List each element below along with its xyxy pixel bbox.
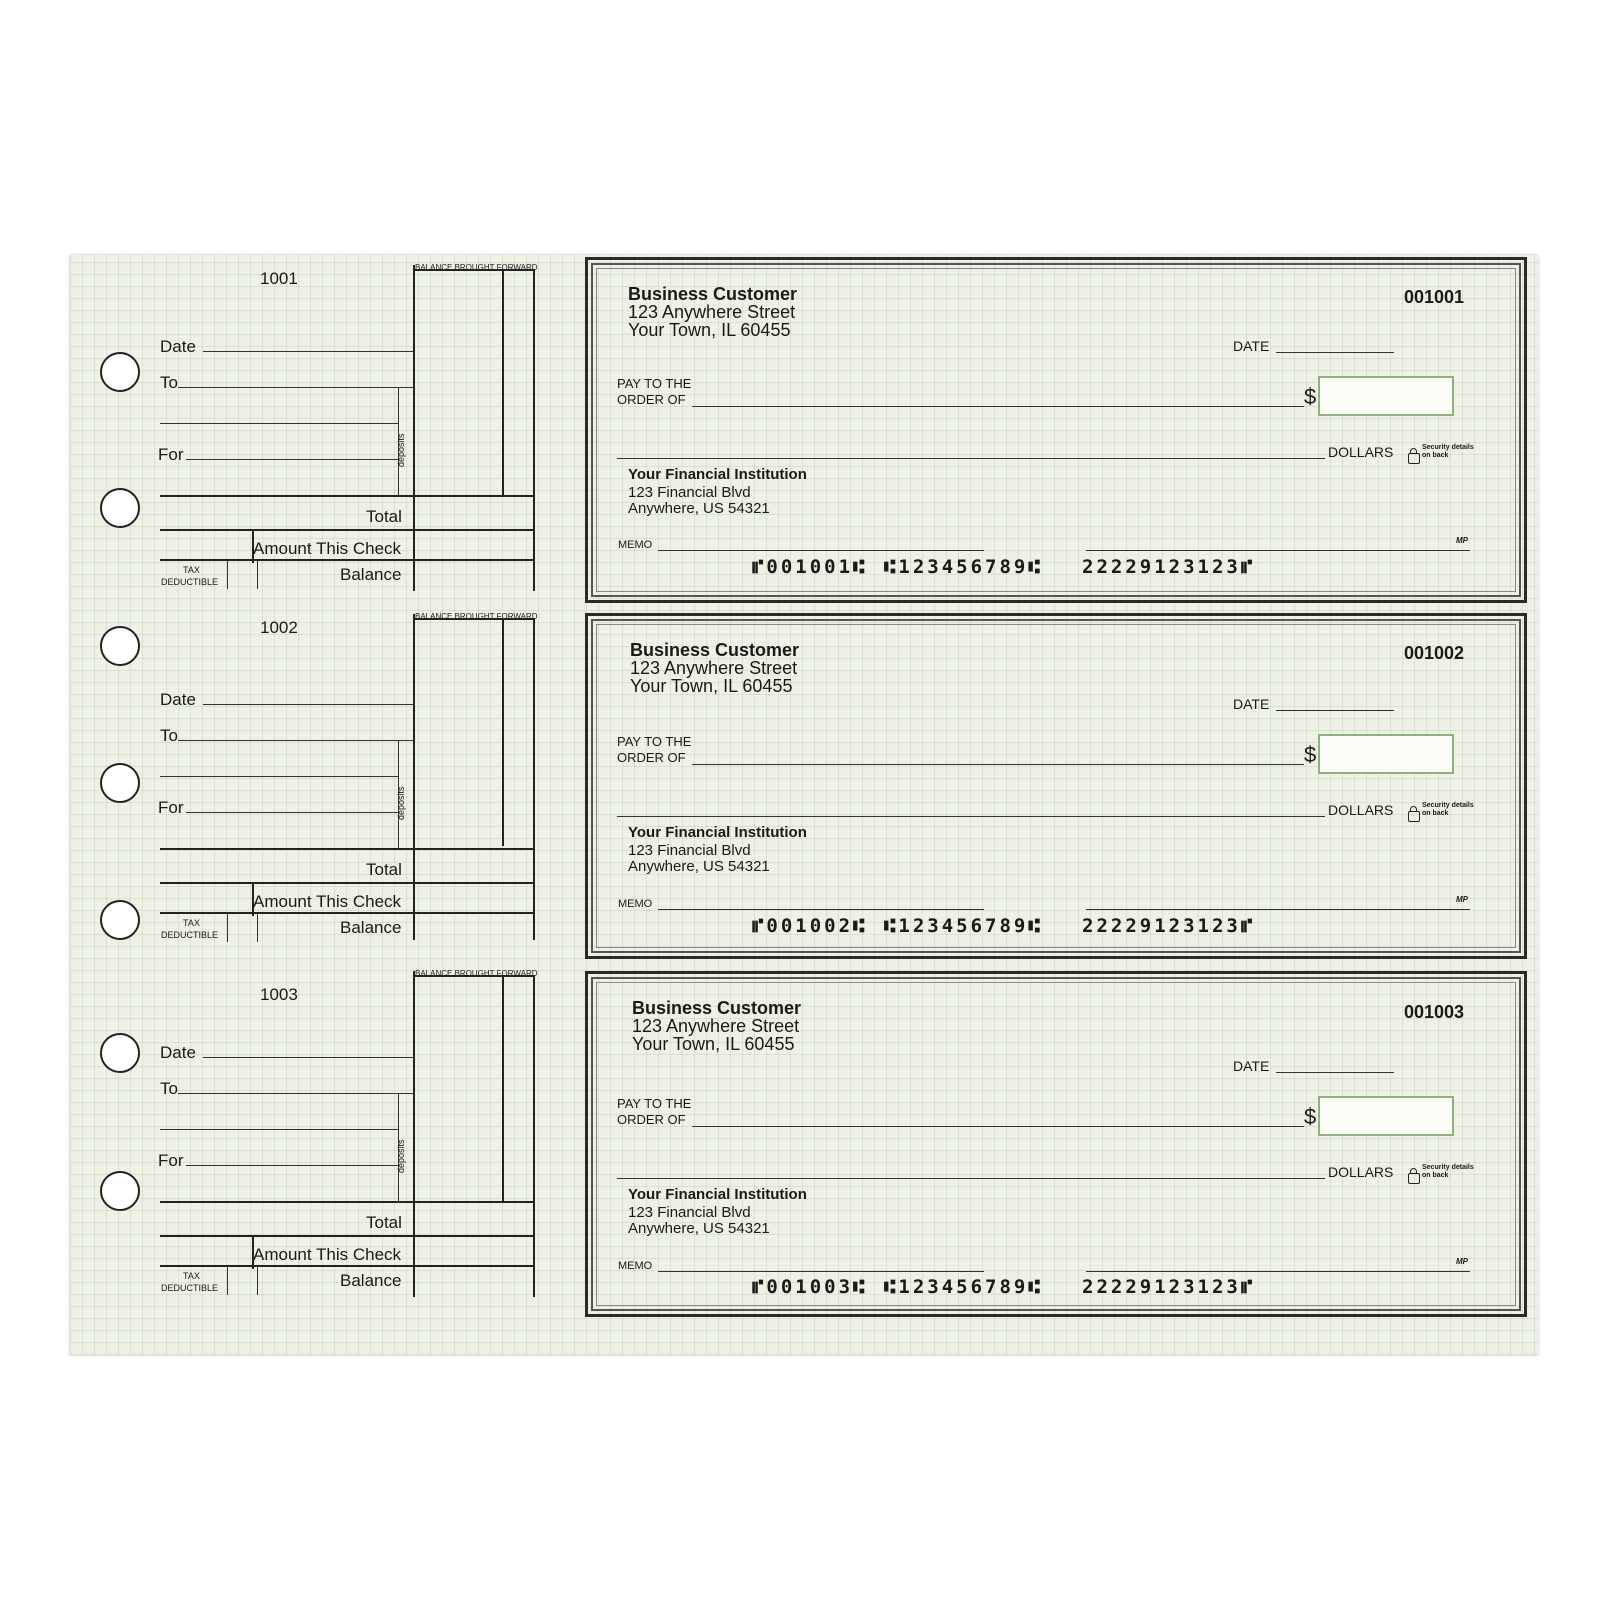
mp-mark: MP [1456,895,1468,904]
bank-name: Your Financial Institution [628,466,807,483]
customer-street: 123 Anywhere Street [632,1016,800,1036]
stub-amount-label: Amount This Check [253,539,402,558]
bank-street: 123 Financial Blvd [628,842,751,859]
deductible-label: DEDUCTIBLE [161,1283,219,1293]
stub-number: 1002 [260,618,298,637]
micr-account: 22229123123⑈ [1082,556,1256,578]
stub-amount-label: Amount This Check [253,892,402,911]
check-stub [70,608,590,974]
amount-box[interactable] [1318,734,1454,774]
security-note-line2: on back [1422,452,1449,459]
amount-box[interactable] [1318,1096,1454,1136]
stub-to-label: To [160,726,178,745]
mp-mark: MP [1456,1257,1468,1266]
memo-label: MEMO [618,1260,653,1272]
date-label: DATE [1233,1058,1270,1074]
dollars-label: DOLLARS [1328,444,1394,460]
deposits-label: deposits [396,1139,406,1173]
balance-forward-label: BALANCE BROUGHT FORWARD [415,969,538,978]
customer-name: Business Customer [630,640,800,660]
stub-balance-label: Balance [340,1271,402,1290]
bank-name: Your Financial Institution [628,824,807,841]
order-of-label: ORDER OF [617,1112,686,1127]
lock-icon [1408,453,1420,464]
deposits-label: deposits [396,433,406,467]
customer-street: 123 Anywhere Street [628,302,796,322]
date-label: DATE [1233,338,1270,354]
customer-street: 123 Anywhere Street [630,658,798,678]
dollar-sign: $ [1304,1104,1317,1129]
security-note-line1: Security details [1422,1164,1474,1171]
micr-routing: ⑆123456789⑆ [884,556,1043,578]
dollars-label: DOLLARS [1328,802,1394,818]
security-note-line1: Security details [1422,444,1474,451]
customer-name: Business Customer [628,284,798,304]
customer-city: Your Town, IL 60455 [632,1034,795,1054]
deposits-label: deposits [396,786,406,820]
stub-date-label: Date [160,337,196,356]
micr-routing: ⑆123456789⑆ [884,915,1043,937]
binder-hole [100,1171,140,1211]
check [585,971,1527,1317]
stub-balance-label: Balance [340,918,402,937]
check-sheet [70,255,1538,1355]
check-number: 001003 [1404,1002,1465,1022]
check [585,613,1527,959]
dollar-sign: $ [1304,384,1317,409]
pay-to-label: PAY TO THE [617,734,692,749]
check-number: 001002 [1404,643,1465,663]
binder-hole [100,488,140,528]
security-note-line2: on back [1422,1172,1449,1179]
micr-routing: ⑆123456789⑆ [884,1276,1043,1298]
stub-to-label: To [160,1079,178,1098]
binder-hole [100,626,140,666]
lock-icon [1408,811,1420,822]
bank-city: Anywhere, US 54321 [628,858,770,875]
bank-street: 123 Financial Blvd [628,1204,751,1221]
stub-total-label: Total [366,507,402,526]
stub-for-label: For [158,798,184,817]
stub-balance-label: Balance [340,565,402,584]
date-label: DATE [1233,696,1270,712]
memo-label: MEMO [618,539,653,551]
stub-for-label: For [158,445,184,464]
customer-name: Business Customer [632,998,802,1018]
memo-label: MEMO [618,898,653,910]
micr-check-number: ⑈001002⑆ [752,915,868,937]
tax-label: TAX [183,565,200,575]
order-of-label: ORDER OF [617,750,686,765]
stub-total-label: Total [366,1213,402,1232]
stub-amount-label: Amount This Check [253,1245,402,1264]
check-stub [70,971,590,1337]
bank-name: Your Financial Institution [628,1186,807,1203]
check [585,257,1527,603]
deductible-label: DEDUCTIBLE [161,930,219,940]
check-row-1 [70,255,1538,621]
pay-to-label: PAY TO THE [617,1096,692,1111]
tax-label: TAX [183,1271,200,1281]
micr-account: 22229123123⑈ [1082,915,1256,937]
micr-account: 22229123123⑈ [1082,1276,1256,1298]
amount-box[interactable] [1318,376,1454,416]
stub-date-label: Date [160,690,196,709]
stub-for-label: For [158,1151,184,1170]
bank-city: Anywhere, US 54321 [628,500,770,517]
pay-to-label: PAY TO THE [617,376,692,391]
stub-number: 1003 [260,985,298,1004]
binder-hole [100,763,140,803]
binder-hole [100,352,140,392]
stub-number: 1001 [260,269,298,288]
stub-date-label: Date [160,1043,196,1062]
binder-hole [100,900,140,940]
balance-forward-label: BALANCE BROUGHT FORWARD [415,612,538,621]
lock-icon [1408,1173,1420,1184]
binder-hole [100,1033,140,1073]
balance-forward-label: BALANCE BROUGHT FORWARD [415,263,538,272]
bank-city: Anywhere, US 54321 [628,1220,770,1237]
check-row-3 [70,971,1538,1337]
mp-mark: MP [1456,536,1468,545]
security-note-line2: on back [1422,810,1449,817]
stub-total-label: Total [366,860,402,879]
check-number: 001001 [1404,287,1465,307]
stub-to-label: To [160,373,178,392]
security-note-line1: Security details [1422,802,1474,809]
deductible-label: DEDUCTIBLE [161,577,219,587]
customer-city: Your Town, IL 60455 [630,676,793,696]
dollars-label: DOLLARS [1328,1164,1394,1180]
bank-street: 123 Financial Blvd [628,484,751,501]
micr-check-number: ⑈001003⑆ [752,1276,868,1298]
tax-label: TAX [183,918,200,928]
check-row-2 [70,608,1538,974]
customer-city: Your Town, IL 60455 [628,320,791,340]
order-of-label: ORDER OF [617,392,686,407]
micr-check-number: ⑈001001⑆ [752,556,868,578]
check-stub [70,255,590,621]
dollar-sign: $ [1304,742,1317,767]
